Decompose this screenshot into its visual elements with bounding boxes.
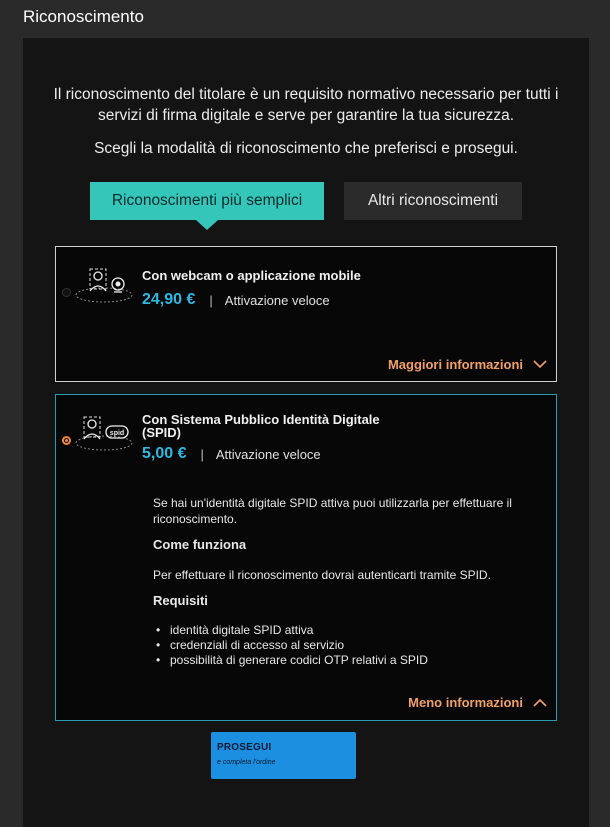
option-title-line1: Con Sistema Pubblico Identità Digitale: [142, 412, 380, 427]
details-how-text: Per effettuare il riconoscimento dovrai autenticarti tramite SPID.: [153, 568, 491, 582]
activation-speed: Attivazione veloce: [215, 446, 321, 462]
option-radio-selected[interactable]: [62, 436, 71, 445]
activation-speed: Attivazione veloce: [224, 292, 330, 308]
option-radio[interactable]: [62, 288, 71, 297]
option-title-line2: (SPID): [142, 425, 181, 440]
chevron-up-icon: [533, 698, 547, 707]
less-info-label: Meno informazioni: [408, 695, 523, 710]
less-info-link[interactable]: [408, 695, 547, 710]
list-item: • credenziali di accesso al servizio: [153, 638, 533, 653]
price-row: [142, 291, 330, 309]
option-title: Con webcam o applicazione mobile: [142, 268, 361, 283]
details-requirements-title: Requisiti: [153, 593, 208, 608]
price-separator: |: [209, 292, 213, 308]
intro-paragraph: Il riconoscimento del titolare è un requisito normativo necessario per tutti i servizi di firma digitale e serve per garantire la tua sicurezza.: [53, 86, 559, 124]
continue-button[interactable]: [211, 732, 356, 779]
option-title: [142, 413, 380, 439]
chevron-down-icon: [533, 360, 547, 369]
option-webcam-card[interactable]: [55, 246, 557, 382]
tab-simple-recognitions[interactable]: [90, 182, 324, 220]
continue-button-sublabel: e completa l'ordine: [217, 759, 276, 766]
more-info-label: Maggiori informazioni: [387, 357, 523, 372]
tab-label: Altri riconoscimenti: [367, 192, 499, 209]
page-title: Riconoscimento: [23, 7, 144, 26]
requirements-list: [153, 623, 533, 668]
recognition-panel: [23, 38, 589, 827]
option-spid-card[interactable]: [55, 394, 557, 721]
option-price: 24,90 €: [142, 291, 196, 308]
price-separator: |: [200, 446, 204, 462]
webcam-recognition-icon: [74, 265, 140, 305]
list-item: • possibilità di generare codici OTP relativi a SPID: [153, 653, 533, 668]
spid-recognition-icon: [74, 413, 140, 453]
continue-button-label: PROSEGUI: [217, 742, 272, 753]
tab-label: Riconoscimenti più semplici: [111, 192, 303, 209]
intro-text: [23, 84, 589, 171]
list-item: • identità digitale SPID attiva: [153, 623, 533, 638]
details-description: Se hai un'identità digitale SPID attiva puoi utilizzarla per effettuare il riconoscimento.: [153, 496, 512, 526]
intro-instruction: Scegli la modalità di riconoscimento che preferisci e prosegui.: [94, 140, 518, 157]
tab-other-recognitions[interactable]: [344, 182, 522, 220]
more-info-link[interactable]: [388, 357, 547, 372]
option-price: 5,00 €: [142, 445, 187, 462]
price-row: [142, 445, 321, 463]
active-tab-pointer: [196, 220, 218, 230]
option-details: [153, 495, 533, 668]
spid-badge-text: spid: [109, 430, 125, 437]
details-how-title: Come funziona: [153, 537, 247, 552]
